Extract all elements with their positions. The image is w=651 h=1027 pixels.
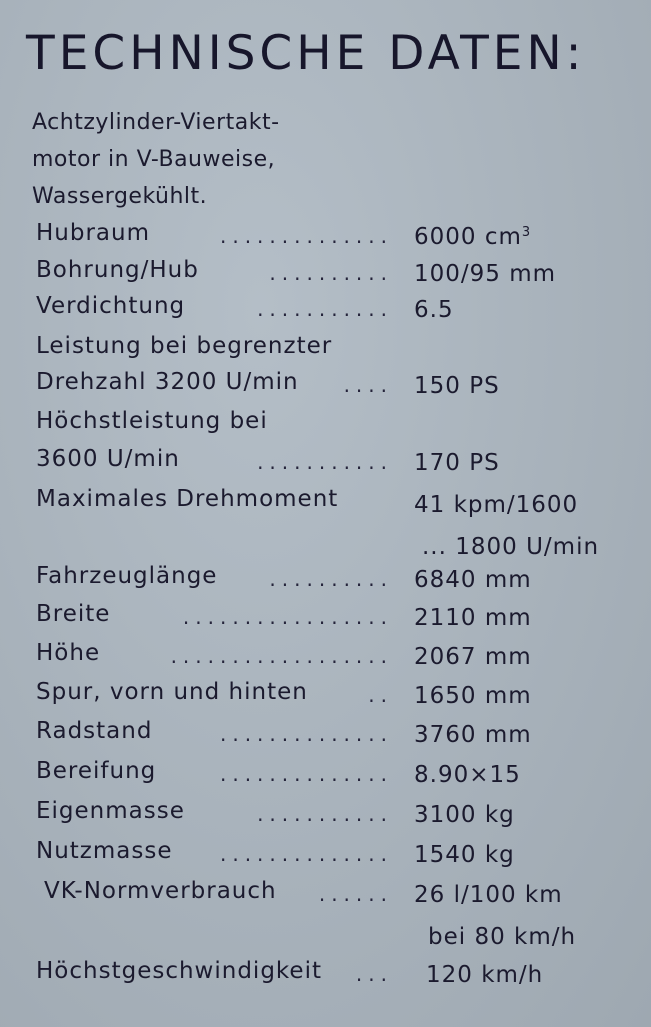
spec-value: 1650 mm bbox=[414, 683, 532, 709]
spec-row-leistung-begrenzt bbox=[0, 371, 651, 405]
spec-row-spur bbox=[0, 681, 651, 715]
spec-label: Breite bbox=[36, 601, 111, 627]
spec-row-fahrzeuglaenge bbox=[0, 565, 651, 599]
spec-label: Nutzmasse bbox=[36, 838, 173, 864]
spec-row-normverbrauch-cont bbox=[0, 922, 651, 956]
spec-row-eigenmasse bbox=[0, 800, 651, 834]
spec-value: 6.5 bbox=[414, 297, 454, 323]
spec-value: 3100 kg bbox=[414, 802, 515, 828]
spec-value: 150 PS bbox=[414, 373, 500, 399]
spec-label: VK-Normverbrauch bbox=[44, 878, 277, 904]
spec-row-normverbrauch bbox=[0, 880, 651, 914]
intro-line-1: Achtzylinder-Viertakt- bbox=[32, 110, 280, 135]
spec-value: 26 l/100 km bbox=[414, 882, 563, 908]
spec-row-verdichtung bbox=[0, 295, 651, 329]
spec-label: Hubraum bbox=[36, 220, 151, 246]
spec-row-hubraum bbox=[0, 222, 651, 256]
spec-label: Fahrzeuglänge bbox=[36, 563, 218, 589]
spec-row-nutzmasse bbox=[0, 840, 651, 874]
spec-label: Bohrung/Hub bbox=[36, 257, 199, 283]
dot-leader: .............. bbox=[219, 842, 393, 866]
spec-row-hoehe bbox=[0, 642, 651, 676]
superscript: 3 bbox=[521, 225, 532, 240]
spec-value: 8.90×15 bbox=[414, 762, 521, 788]
dot-leader: .......... bbox=[269, 261, 393, 285]
spec-value: 2110 mm bbox=[414, 605, 532, 631]
spec-row-radstand bbox=[0, 720, 651, 754]
spec-label: Höhe bbox=[36, 640, 101, 666]
dot-leader: .............. bbox=[219, 722, 393, 746]
spec-value: 170 PS bbox=[414, 450, 500, 476]
dot-leader: ........... bbox=[257, 802, 393, 826]
spec-label: Leistung bei begrenzter bbox=[36, 333, 333, 359]
spec-label: Eigenmasse bbox=[36, 798, 185, 824]
spec-row-breite bbox=[0, 603, 651, 637]
spec-value: bei 80 km/h bbox=[428, 924, 577, 950]
dot-leader: ...... bbox=[318, 882, 393, 906]
spec-value: 100/95 mm bbox=[414, 261, 557, 287]
spec-label: 3600 U/min bbox=[36, 446, 180, 472]
spec-row-leistung-heading bbox=[0, 335, 651, 369]
spec-row-hoechstgeschwindigkeit bbox=[0, 960, 651, 994]
dot-leader: .. bbox=[368, 683, 393, 707]
spec-label: Drehzahl 3200 U/min bbox=[36, 369, 299, 395]
spec-row-bereifung bbox=[0, 760, 651, 794]
spec-value: 120 km/h bbox=[426, 962, 544, 988]
spec-value-text: 6000 cm bbox=[414, 224, 522, 250]
intro-line-3: Wassergekühlt. bbox=[32, 184, 208, 209]
dot-leader: .................. bbox=[170, 644, 393, 668]
spec-row-hoechstleistung bbox=[0, 448, 651, 482]
spec-row-bohrung-hub bbox=[0, 259, 651, 293]
dot-leader: .......... bbox=[269, 567, 393, 591]
spec-label: Radstand bbox=[36, 718, 153, 744]
spec-label: Höchstleistung bei bbox=[36, 408, 268, 434]
spec-value: 3760 mm bbox=[414, 722, 532, 748]
spec-row-drehmoment-cont bbox=[0, 532, 651, 566]
spec-value bbox=[414, 226, 531, 249]
spec-label: Spur, vorn und hinten bbox=[36, 679, 308, 705]
spec-label: Maximales Drehmoment bbox=[36, 486, 339, 512]
spec-value: ... 1800 U/min bbox=[422, 534, 600, 560]
spec-value: 41 kpm/1600 bbox=[414, 492, 579, 518]
dot-leader: .... bbox=[343, 373, 393, 397]
dot-leader: ........... bbox=[257, 450, 393, 474]
spec-label: Höchstgeschwindigkeit bbox=[36, 958, 322, 984]
dot-leader: .............. bbox=[219, 762, 393, 786]
spec-row-hoechstleistung-heading bbox=[0, 410, 651, 444]
spec-label: Bereifung bbox=[36, 758, 157, 784]
spec-label: Verdichtung bbox=[36, 293, 186, 319]
page-title: TECHNISCHE DATEN: bbox=[26, 26, 586, 81]
dot-leader: ................. bbox=[182, 605, 393, 629]
spec-row-drehmoment bbox=[0, 488, 651, 522]
spec-value: 1540 kg bbox=[414, 842, 515, 868]
dot-leader: ........... bbox=[257, 297, 393, 321]
spec-value: 2067 mm bbox=[414, 644, 532, 670]
spec-value: 6840 mm bbox=[414, 567, 532, 593]
intro-line-2: motor in V-Bauweise, bbox=[32, 147, 276, 172]
dot-leader: .............. bbox=[219, 224, 393, 248]
dot-leader: ... bbox=[355, 962, 393, 986]
